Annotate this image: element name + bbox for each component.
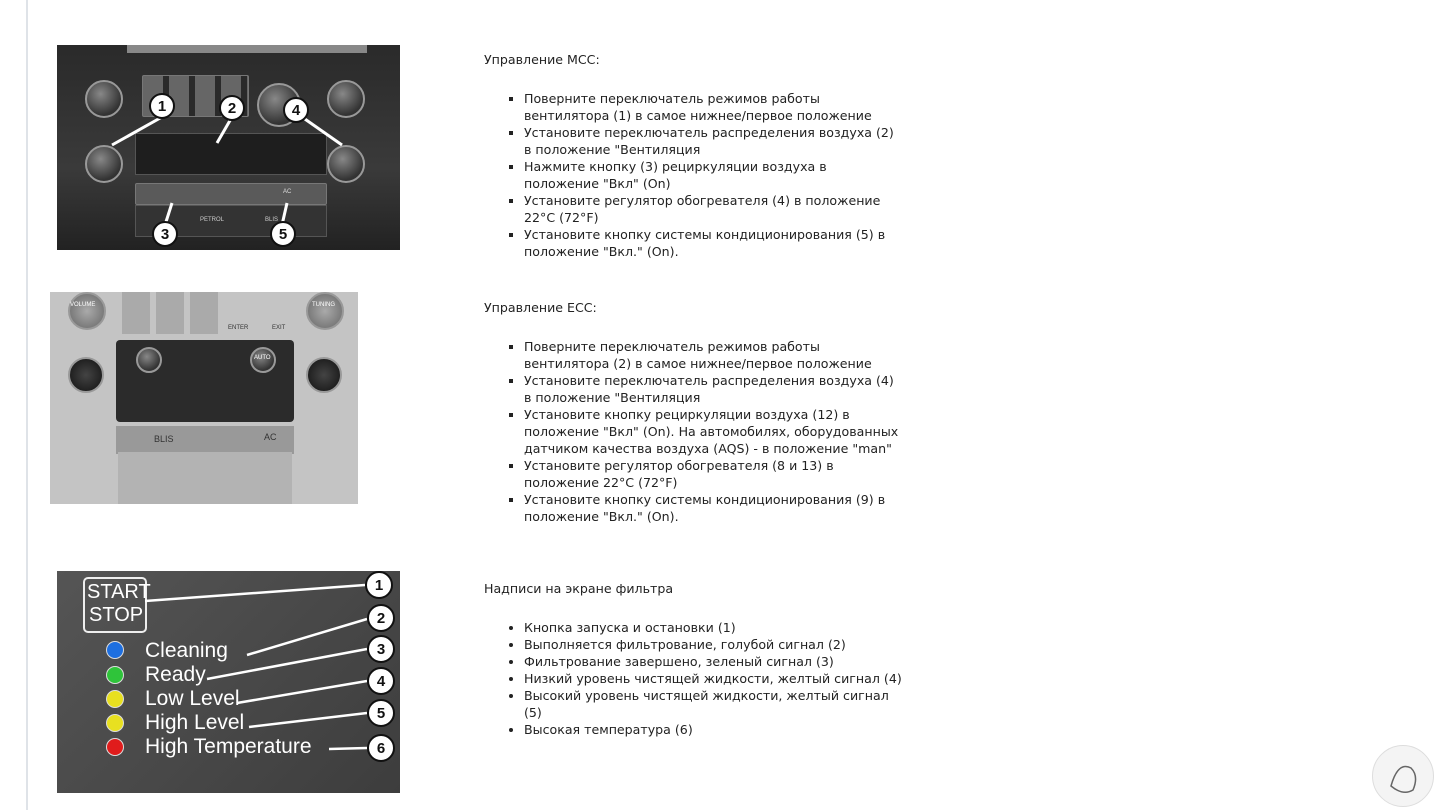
- cleaning-label: Cleaning: [145, 639, 228, 662]
- list-item: ▪ Установите кнопку системы кондиционирования (9) в положение "Вкл." (On).: [524, 491, 904, 525]
- fan-button: [136, 347, 162, 373]
- filter-callout-1: 1: [365, 571, 393, 599]
- ac-label: AC: [283, 189, 292, 195]
- auto-label: AUTO: [254, 355, 271, 361]
- enter-label: ENTER: [228, 325, 249, 331]
- exit-label: EXIT: [272, 325, 286, 331]
- list-item: • Высокий уровень чистящей жидкости, желтый сигнал (5): [524, 687, 904, 721]
- list-item: ▪ Установите кнопку рециркуляции воздуха (12) в положение "Вкл" (On). На автомобилях, оборудованных датчиком качества воздуха (AQS) - в положение "man": [524, 406, 904, 457]
- storage-compartment: [118, 452, 292, 504]
- list-item: • Кнопка запуска и остановки (1): [524, 619, 904, 636]
- list-item: ▪ Установите регулятор обогревателя (8 и 13) в положение 22°C (72°F): [524, 457, 904, 491]
- list-item: ▪ Нажмите кнопку (3) рециркуляции воздуха в положение "Вкл" (On): [524, 158, 904, 192]
- list-item: • Фильтрование завершено, зеленый сигнал (3): [524, 653, 904, 670]
- callout-1: 1: [149, 93, 175, 119]
- filter-section: [484, 580, 904, 738]
- petrol-label: PETROL: [200, 217, 225, 223]
- mcc-list: [484, 90, 904, 260]
- ecc-section: [484, 299, 904, 525]
- start-label: START: [87, 581, 151, 603]
- filter-screen-photo: [57, 571, 400, 793]
- callout-2: 2: [219, 95, 245, 121]
- list-item: ▪ Поверните переключатель режимов работы вентилятора (1) в самое нижнее/первое положение: [524, 90, 904, 124]
- high-temperature-label: High Temperature: [145, 735, 312, 758]
- mcc-panel-photo: [57, 45, 400, 250]
- mcc-section: [484, 51, 904, 260]
- ecc-list: [484, 338, 904, 525]
- list-item: ▪ Установите регулятор обогревателя (4) в положение 22°C (72°F): [524, 192, 904, 226]
- keypad: [122, 292, 222, 334]
- list-item: ▪ Установите переключатель распределения воздуха (2) в положение "Вентиляция: [524, 124, 904, 158]
- filter-callout-5: 5: [367, 699, 395, 727]
- ecc-blis-label: BLIS: [154, 434, 174, 444]
- volume-label: VOLUME: [70, 302, 96, 308]
- left-temperature-knob: [68, 357, 104, 393]
- ecc-title: Управление ECC:: [484, 300, 597, 315]
- site-logo-icon: [1372, 745, 1434, 807]
- ecc-panel-photo: [50, 292, 358, 504]
- filter-callout-3: 3: [367, 635, 395, 663]
- filter-callout-lines: [57, 571, 400, 793]
- filter-callout-6: 6: [367, 734, 395, 762]
- mcc-title: Управление MCC:: [484, 52, 600, 67]
- page-border: [26, 0, 28, 810]
- right-temperature-knob: [306, 357, 342, 393]
- filter-callout-2: 2: [367, 604, 395, 632]
- tuning-knob: [306, 292, 344, 330]
- filter-title: Надписи на экране фильтра: [484, 581, 674, 596]
- callout-lines: [57, 45, 400, 250]
- callout-5: 5: [270, 221, 296, 247]
- volume-knob: [68, 292, 106, 330]
- list-item: ▪ Установите переключатель распределения воздуха (4) в положение "Вентиляция: [524, 372, 904, 406]
- list-item: • Высокая температура (6): [524, 721, 904, 738]
- list-item: ▪ Установите кнопку системы кондиционирования (5) в положение "Вкл." (On).: [524, 226, 904, 260]
- list-item: • Выполняется фильтрование, голубой сигнал (2): [524, 636, 904, 653]
- blis-label: BLIS: [265, 217, 279, 223]
- list-item: ▪ Поверните переключатель режимов работы вентилятора (2) в самое нижнее/первое положение: [524, 338, 904, 372]
- low-level-label: Low Level: [145, 687, 240, 710]
- filter-list: [484, 619, 904, 738]
- stop-label: STOP: [89, 604, 144, 626]
- list-item: • Низкий уровень чистящей жидкости, желтый сигнал (4): [524, 670, 904, 687]
- callout-4: 4: [283, 97, 309, 123]
- ecc-ac-label: AC: [264, 432, 277, 442]
- tuning-label: TUNING: [312, 302, 335, 308]
- ready-label: Ready: [145, 663, 206, 686]
- high-level-label: High Level: [145, 711, 245, 734]
- callout-3: 3: [152, 221, 178, 247]
- filter-callout-4: 4: [367, 667, 395, 695]
